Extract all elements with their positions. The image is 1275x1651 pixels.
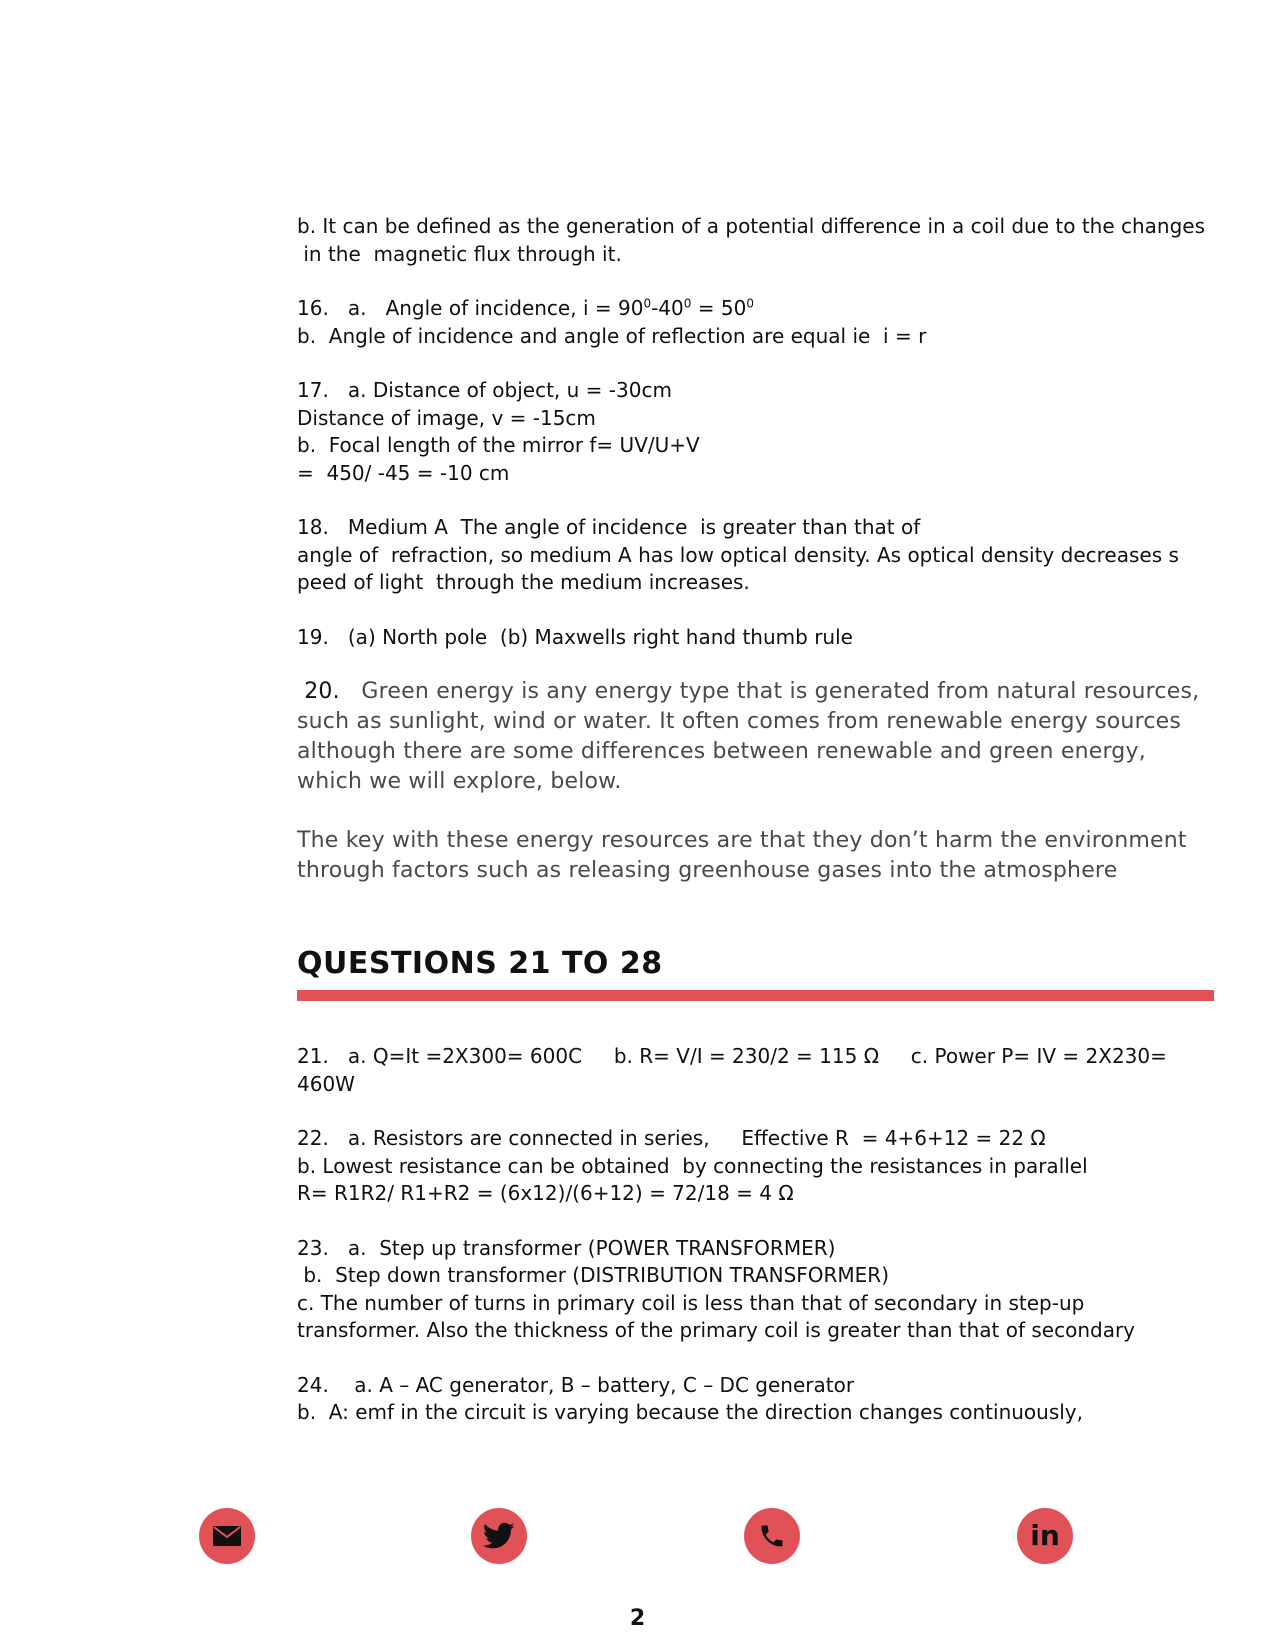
answer-24b: b. A: emf in the circuit is varying because the direction changes continuously, [297, 1400, 1083, 1424]
answer-19: 19. (a) North pole (b) Maxwells right hand thumb rule [297, 624, 853, 649]
linkedin-icon-text: in [1030, 1519, 1060, 1552]
answer-15b: b. It can be defined as the generation of a potential difference in a coil due to the changes in the magnetic flux through it. [297, 214, 1206, 266]
section-divider [297, 990, 1214, 1001]
twitter-icon[interactable] [471, 1508, 527, 1564]
answer-16b: b. Angle of incidence and angle of reflection are equal ie i = r [297, 323, 927, 348]
answer-23b: b. Step down transformer (DISTRIBUTION TRANSFORMER) [297, 1263, 889, 1287]
answer-22a: 22. a. Resistors are connected in series, Effective R = 4+6+12 = 22 Ω [297, 1126, 1046, 1150]
footer-social-icons [0, 1508, 1275, 1566]
answer-18-line1: 18. Medium A The angle of incidence is greater than that of [297, 515, 921, 539]
linkedin-icon[interactable] [1017, 1508, 1073, 1564]
phone-icon[interactable] [744, 1508, 800, 1564]
answer-content [297, 213, 1217, 1427]
answer-22c: R= R1R2/ R1+R2 = (6x12)/(6+12) = 72/18 = 4 Ω [297, 1181, 794, 1205]
mail-icon[interactable] [199, 1508, 255, 1564]
answer-21: 21. a. Q=It =2X300= 600C b. R= V/I = 230/2 = 115 Ω c. Power P= IV = 2X230= 460W [297, 1044, 1174, 1096]
answer-18-line3: peed of light through the medium increases. [297, 570, 750, 594]
answer-17b: b. Focal length of the mirror f= UV/U+V [297, 433, 700, 457]
answer-23a: 23. a. Step up transformer (POWER TRANSFORMER) [297, 1235, 836, 1260]
answer-23c-line1: c. The number of turns in primary coil is less than that of secondary in step-up [297, 1290, 1085, 1315]
page-number: 2 [629, 1606, 646, 1631]
answer-18-line2: angle of refraction, so medium A has low optical density. As optical density decreases s [297, 542, 1179, 567]
section-title: QUESTIONS 21 TO 28 [297, 946, 663, 981]
answer-17a-image: Distance of image, v = -15cm [297, 405, 596, 430]
answer-24a: 24. a. A – AC generator, B – battery, C – DC generator [297, 1372, 855, 1397]
answer-23c-line2: transformer. Also the thickness of the primary coil is greater than that of secondary [297, 1318, 1136, 1342]
answer-20-paragraph2: The key with these energy resources are that they don’t harm the environment through factors such as releasing greenhouse gases into the atmosphere [297, 828, 1187, 883]
answer-22b: b. Lowest resistance can be obtained by connecting the resistances in parallel [297, 1153, 1088, 1178]
answer-17a: 17. a. Distance of object, u = -30cm [297, 378, 672, 402]
answer-20-paragraph1: 20. Green energy is any energy type that is generated from natural resources, such as sunlight, wind or water. It often comes from renewable energy sources although there are some differences between renewable and green energy, which we will explore, below. [297, 679, 1200, 794]
answer-16a: 16. a. Angle of incidence, $i = 90^0-40^0 = 50^0$ [297, 296, 754, 320]
answer-17b-result: = 450/ -45 = -10 cm [297, 460, 510, 485]
